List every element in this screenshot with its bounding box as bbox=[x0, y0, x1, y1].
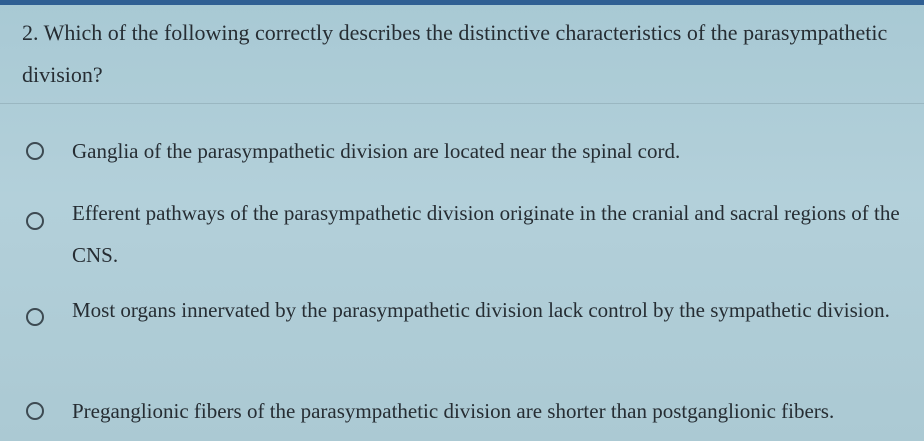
answer-option-label: Most organs innervated by the parasympathetic division lack control by the sympathetic division. bbox=[72, 298, 890, 322]
question-divider bbox=[0, 103, 924, 104]
answer-option-label: Preganglionic fibers of the parasympathetic division are shorter than postganglionic fibers. bbox=[72, 399, 835, 423]
answer-option-label: Ganglia of the parasympathetic division are located near the spinal cord. bbox=[72, 139, 681, 163]
radio-button-icon[interactable] bbox=[26, 402, 44, 420]
radio-button-icon[interactable] bbox=[26, 308, 44, 326]
top-accent-bar bbox=[0, 0, 924, 5]
question-text: 2. Which of the following correctly describes the distinctive characteristics of the parasympathetic division? bbox=[22, 20, 888, 87]
radio-button-icon[interactable] bbox=[26, 212, 44, 230]
answer-option-label: Efferent pathways of the parasympathetic division originate in the cranial and sacral regions of the CNS. bbox=[72, 201, 900, 267]
radio-button-icon[interactable] bbox=[26, 142, 44, 160]
